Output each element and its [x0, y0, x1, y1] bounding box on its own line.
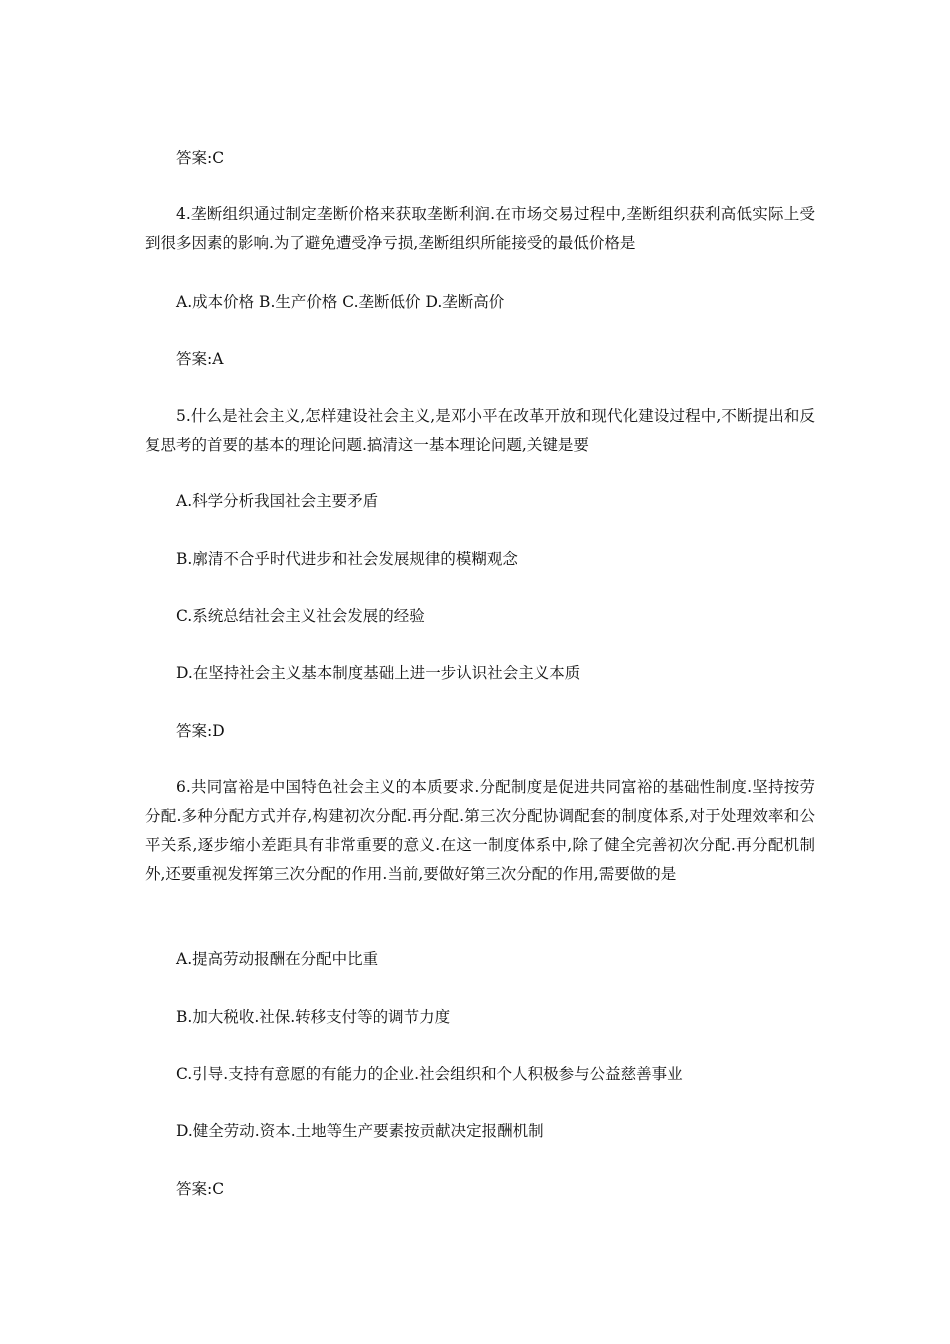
- q6-option-b: B.加大税收.社保.转移支付等的调节力度: [176, 1008, 451, 1026]
- q4-answer: 答案:A: [176, 350, 224, 368]
- q5-option-a: A.科学分析我国社会主要矛盾: [176, 492, 379, 510]
- q6-option-c: C.引导.支持有意愿的有能力的企业.社会组织和个人积极参与公益慈善事业: [176, 1065, 683, 1083]
- q5-option-b: B.廓清不合乎时代进步和社会发展规律的模糊观念: [176, 550, 518, 568]
- q5-option-d: D.在坚持社会主义基本制度基础上进一步认识社会主义本质: [176, 664, 581, 682]
- q6-stem: 6.共同富裕是中国特色社会主义的本质要求.分配制度是促进共同富裕的基础性制度.坚持按劳分配.多种分配方式并存,构建初次分配.再分配.第三次分配协调配套的制度体系,对于处理效率和公平关系,逐步缩小差距具有非常重要的意义.在这一制度体系中,除了健全完善初次分配.再分配机制外,还要重视发挥第三次分配的作用.当前,要做好第三次分配的作用,需要做的是: [145, 778, 815, 883]
- q5-answer: 答案:D: [176, 722, 225, 740]
- q6-answer: 答案:C: [176, 1180, 225, 1198]
- q6-option-a: A.提高劳动报酬在分配中比重: [176, 950, 379, 968]
- q5-option-c: C.系统总结社会主义社会发展的经验: [176, 607, 425, 625]
- q6-option-d: D.健全劳动.资本.土地等生产要素按贡献决定报酬机制: [176, 1122, 544, 1140]
- q3-answer: 答案:C: [176, 149, 225, 167]
- q4-options: A.成本价格 B.生产价格 C.垄断低价 D.垄断高价: [176, 293, 505, 311]
- q5-stem: 5.什么是社会主义,怎样建设社会主义,是邓小平在改革开放和现代化建设过程中,不断提出和反复思考的首要的基本的理论问题.搞清这一基本理论问题,关键是要: [145, 407, 815, 454]
- q4-stem: 4.垄断组织通过制定垄断价格来获取垄断利润.在市场交易过程中,垄断组织获利高低实际上受到很多因素的影响.为了避免遭受净亏损,垄断组织所能接受的最低价格是: [145, 205, 815, 252]
